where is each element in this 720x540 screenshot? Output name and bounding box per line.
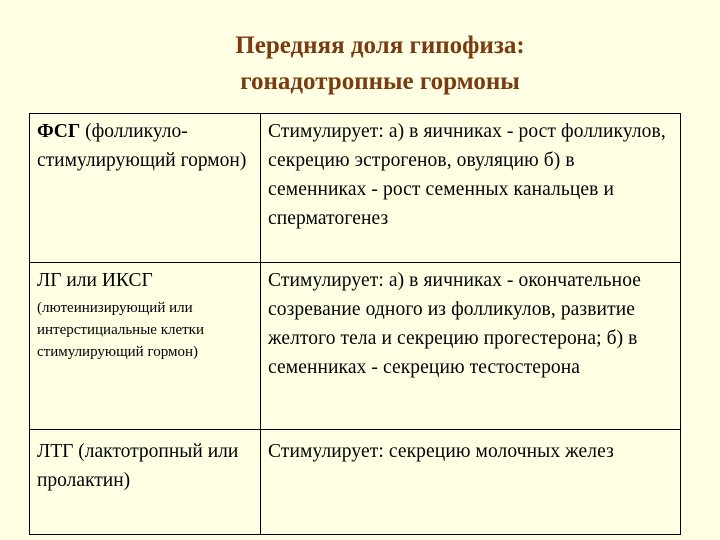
hormone-abbr: ЛГ или ИКСГ [37, 270, 153, 291]
slide-title [140, 28, 620, 100]
hormone-effect-ltg: Стимулирует: секрецию молочных желез [268, 441, 614, 462]
hormone-name-cell-fsh [30, 114, 261, 263]
hormone-effect-cell-lh [261, 263, 680, 430]
hormone-abbr: ЛТГ [37, 441, 74, 462]
hormone-name-fsh [37, 117, 253, 175]
hormone-fullname: (лютеинизирующий или интерстициальные клетки стимулирующий гормон) [37, 300, 204, 360]
hormone-effect-cell-fsh [261, 114, 680, 263]
hormone-name-ltg [37, 433, 253, 495]
hormone-effect-lh: Стимулирует: а) в яичниках - окончательное созревание одного из фолликулов, развитие желтого тела и секрецию прогестерона; б) в семенниках - секрецию тестостерона [268, 270, 642, 378]
hormone-effect-fsh: Стимулирует: а) в яичниках - рост фолликулов, секрецию эстрогенов, овуляцию б) в семенниках - рост семенных канальцев и сперматогенез [268, 121, 666, 229]
hormone-table [29, 113, 681, 535]
hormone-fullname: (лактотропный или пролактин) [37, 441, 239, 491]
hormone-effect-cell-ltg [261, 430, 680, 534]
title-line-2: гонадотропные гормоны [240, 68, 520, 95]
hormone-name-cell-ltg [30, 430, 261, 534]
hormone-name-cell-lh [30, 263, 261, 430]
hormone-name-lh [37, 266, 253, 295]
hormone-fullname: (фолликуло-стимулирующий гормон) [37, 121, 247, 171]
hormone-abbr: ФСГ [37, 121, 81, 142]
title-line-1: Передняя доля гипофиза: [235, 32, 525, 59]
